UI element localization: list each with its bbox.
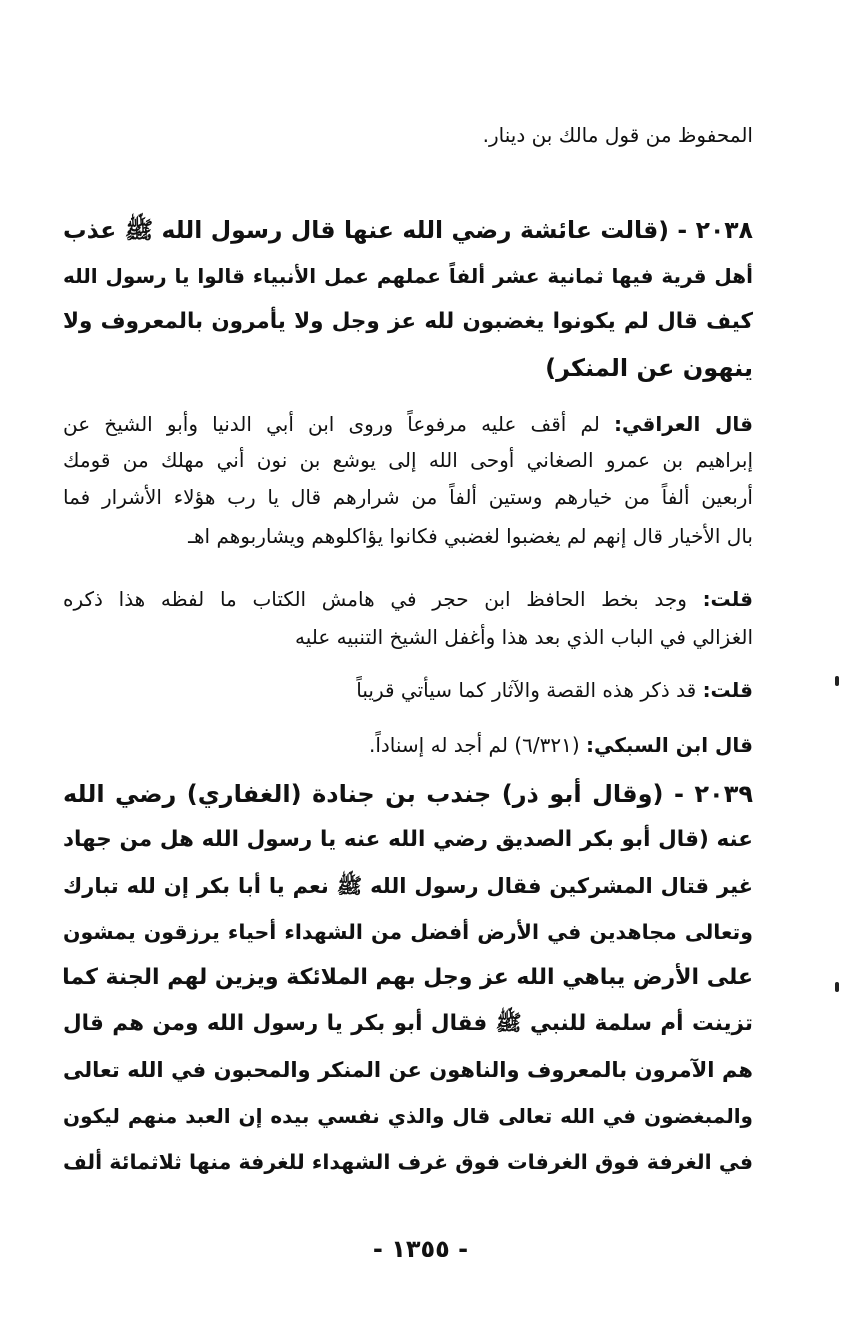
commentary-label: قلت: <box>702 587 753 611</box>
hadith-2038-line-1: ٢٠٣٨ - (قالت عائشة رضي الله عنها قال رسول الله ﷺ عذب <box>63 216 753 244</box>
commentary-iraqi-line-4: بال الأخيار قال إنهم لم يغضبوا لغضبي فكانوا يؤاكلوهم ويشاربوهم اهـ <box>188 524 753 548</box>
hadith-2039-line-4: وتعالى مجاهدين في الأرض أفضل من الشهداء أحياء يرزقون يمشون <box>63 920 753 944</box>
commentary-text: وجد بخط الحافظ ابن حجر في هامش الكتاب ما لفظه هذا ذكره <box>63 587 703 611</box>
scan-edge-mark <box>835 676 839 686</box>
hadith-2039-line-6: تزينت أم سلمة للنبي ﷺ فقال أبو بكر يا رسول الله ومن هم قال <box>63 1011 753 1036</box>
scan-edge-mark <box>835 982 839 992</box>
hadith-2039-line-8: والمبغضون في الله تعالى قال والذي نفسي بيده إن العبد منهم ليكون <box>63 1104 753 1128</box>
hadith-2038-line-2: أهل قرية فيها ثمانية عشر ألفاً عملهم عمل الأنبياء قالوا يا رسول الله <box>63 264 753 288</box>
commentary-text: لم أقف عليه مرفوعاً وروى ابن أبي الدنيا وأبو الشيخ عن <box>63 412 615 436</box>
hadith-2039-line-7: هم الآمرون بالمعروف والناهون عن المنكر والمحبون في الله تعالى <box>63 1058 753 1082</box>
commentary-label: قال العراقي: <box>614 412 753 436</box>
commentary-iraqi-line-2: إبراهيم بن عمرو الصغاني أوحى الله إلى يوشع بن نون أني مهلك من قومك <box>63 448 753 472</box>
commentary-iraqi-line-1 <box>63 407 753 441</box>
commentary-label: قلت: <box>702 678 753 702</box>
page-number: - ١٣٥٥ - <box>372 1235 469 1263</box>
intro-line: المحفوظ من قول مالك بن دينار. <box>482 123 753 147</box>
commentary-qultu-2 <box>63 673 753 707</box>
commentary-label: قال ابن السبكي: <box>586 733 753 757</box>
commentary-qultu-1-line-2: الغزالي في الباب الذي بعد هذا وأغفل الشيخ التنبيه عليه <box>294 625 753 649</box>
commentary-subki <box>63 728 753 762</box>
hadith-2038-line-3: كيف قال لم يكونوا يغضبون لله عز وجل ولا يأمرون بالمعروف ولا <box>63 309 753 334</box>
hadith-2039-line-2: عنه (قال أبو بكر الصديق رضي الله عنه يا رسول الله هل من جهاد <box>63 827 753 852</box>
hadith-2039-line-9: في الغرفة فوق الغرفات فوق غرف الشهداء للغرفة منها ثلاثمائة ألف <box>63 1150 753 1174</box>
commentary-text: (٦/٣٢١) لم أجد له إسناداً. <box>368 733 586 757</box>
commentary-text: قد ذكر هذه القصة والآثار كما سيأتي قريباً <box>356 678 703 702</box>
hadith-2039-line-1: ٢٠٣٩ - (وقال أبو ذر) جندب بن جنادة (الغفاري) رضي الله <box>63 780 753 808</box>
hadith-2039-line-3: غير قتال المشركين فقال رسول الله ﷺ نعم يا أبا بكر إن لله تبارك <box>63 874 753 898</box>
hadith-2038-line-4: ينهون عن المنكر) <box>545 354 753 382</box>
commentary-iraqi-line-3: أربعين ألفاً من خيارهم وستين ألفاً من شرارهم قال يا رب هؤلاء الأشرار فما <box>63 485 753 509</box>
hadith-2039-line-5: على الأرض يباهي الله عز وجل بهم الملائكة ويزين لهم الجنة كما <box>62 965 753 990</box>
commentary-qultu-1-line-1 <box>63 582 753 616</box>
